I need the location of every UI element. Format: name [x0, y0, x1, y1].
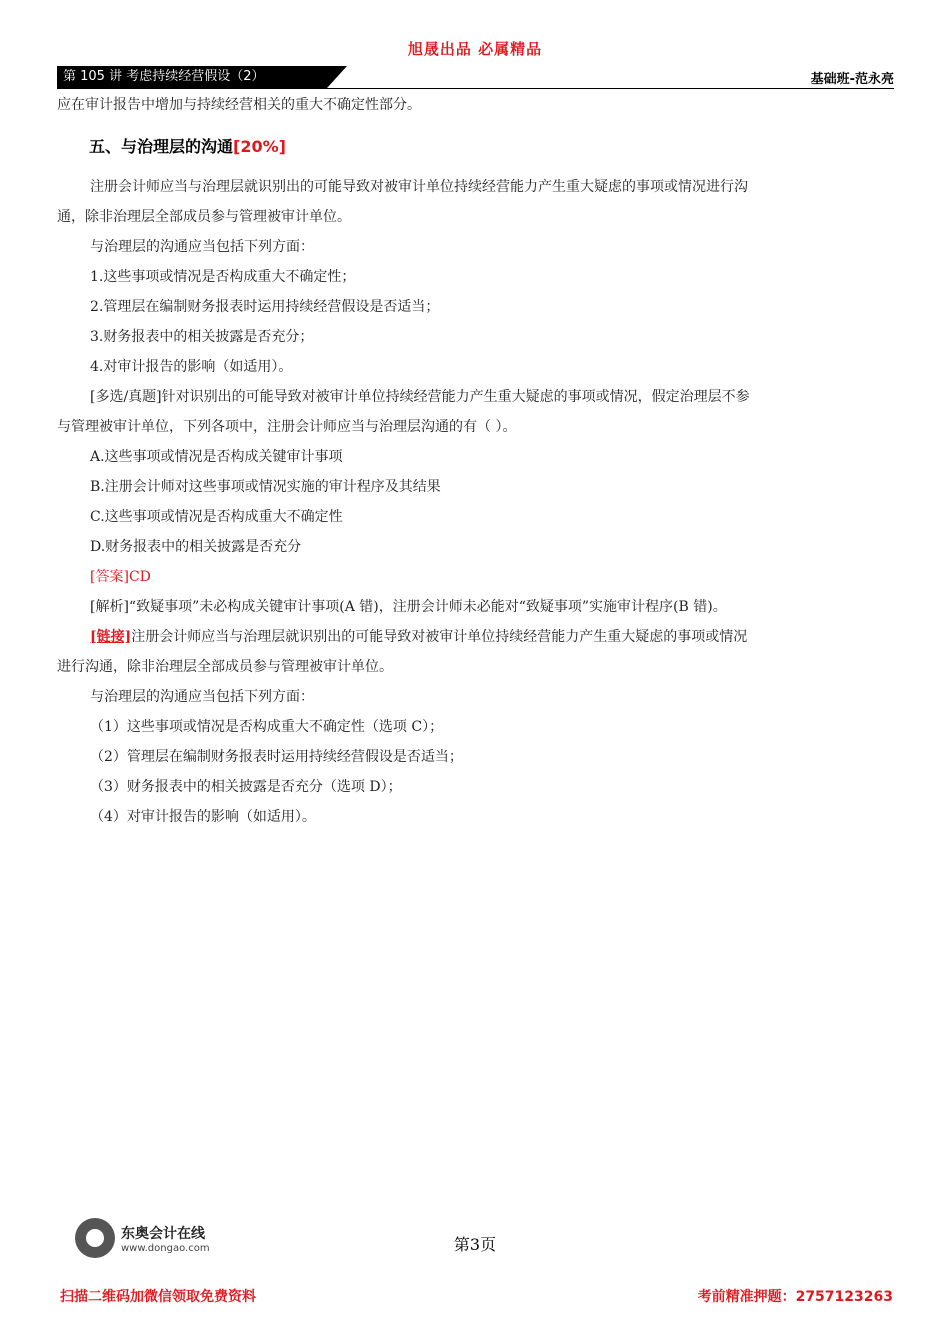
section-title-text: 五、与治理层的沟通 — [89, 137, 234, 156]
question-line — [57, 382, 894, 412]
list-item: （3）财务报表中的相关披露是否充分（选项 D）； — [90, 779, 402, 795]
answer-value: CD — [128, 569, 151, 585]
link-text: 注册会计师应当与治理层就识别出的可能导致对被审计单位持续经营能力产生重大疑虑的事项或情况 — [131, 629, 748, 645]
paragraph-line: 与治理层的沟通应当包括下列方面： — [90, 239, 314, 255]
section-weight: [20%] — [233, 137, 286, 156]
answer-line — [57, 562, 894, 592]
section-title — [89, 132, 894, 162]
list-item: （2）管理层在编制财务报表时运用持续经营假设是否适当； — [90, 749, 463, 765]
lecture-title: 第 105 讲 考虑持续经营假设（2） — [57, 66, 327, 88]
option-item: A.这些事项或情况是否构成关键审计事项 — [90, 449, 343, 465]
list-item: （1）这些事项或情况是否构成重大不确定性（选项 C）； — [90, 719, 444, 735]
analysis-line: [解析]“致疑事项”未必构成关键审计事项(A 错)，注册会计师未必能对“致疑事项”实施审计程序(B 错)。 — [90, 599, 727, 615]
list-item: 2.管理层在编制财务报表时运用持续经营假设是否适当； — [90, 299, 440, 315]
page-header — [57, 66, 894, 89]
option-item: B.注册会计师对这些事项或情况实施的审计程序及其结果 — [90, 479, 441, 495]
footer-left-note: 扫描二维码加微信领取免费资料 — [60, 1289, 256, 1305]
list-item: 4.对审计报告的影响（如适用）。 — [90, 359, 293, 375]
answer-tag: [答案] — [90, 569, 129, 585]
question-line: 与管理被审计单位，下列各项中，注册会计师应当与治理层沟通的有（ ）。 — [57, 419, 517, 435]
footer-right-note: 考前精准押题：2757123263 — [697, 1289, 893, 1305]
paragraph-line: 与治理层的沟通应当包括下列方面： — [90, 689, 314, 705]
logo-url: www.dongao.com — [121, 1242, 210, 1254]
intro-line: 应在审计报告中增加与持续经营相关的重大不确定性部分。 — [57, 97, 421, 113]
logo-name: 东奥会计在线 — [121, 1225, 205, 1242]
list-item: （4）对审计报告的影响（如适用）。 — [90, 809, 316, 825]
question-text: 针对识别出的可能导致对被审计单位持续经营能力产生重大疑虑的事项或情况，假定治理层不参 — [161, 389, 750, 405]
paragraph-line: 通，除非治理层全部成员参与管理被审计单位。 — [57, 209, 351, 225]
list-item: 1.这些事项或情况是否构成重大不确定性； — [90, 269, 356, 285]
option-item: D.财务报表中的相关披露是否充分 — [90, 539, 302, 555]
class-name: 基础班-范永亮 — [810, 72, 894, 87]
list-item: 3.财务报表中的相关披露是否充分； — [90, 329, 314, 345]
brand-slogan: 旭晟出品 必属精品 — [407, 40, 543, 58]
document-body — [57, 90, 894, 832]
question-tag: [多选/真题] — [90, 389, 162, 405]
link-line: 进行沟通，除非治理层全部成员参与管理被审计单位。 — [57, 659, 393, 675]
paragraph-line: 注册会计师应当与治理层就识别出的可能导致对被审计单位持续经营能力产生重大疑虑的事项或情况进行沟 — [90, 179, 748, 195]
page-number: 第3页 — [453, 1235, 497, 1254]
link-tag: [链接] — [90, 629, 132, 645]
option-item: C.这些事项或情况是否构成重大不确定性 — [90, 509, 343, 525]
link-line — [57, 622, 894, 652]
